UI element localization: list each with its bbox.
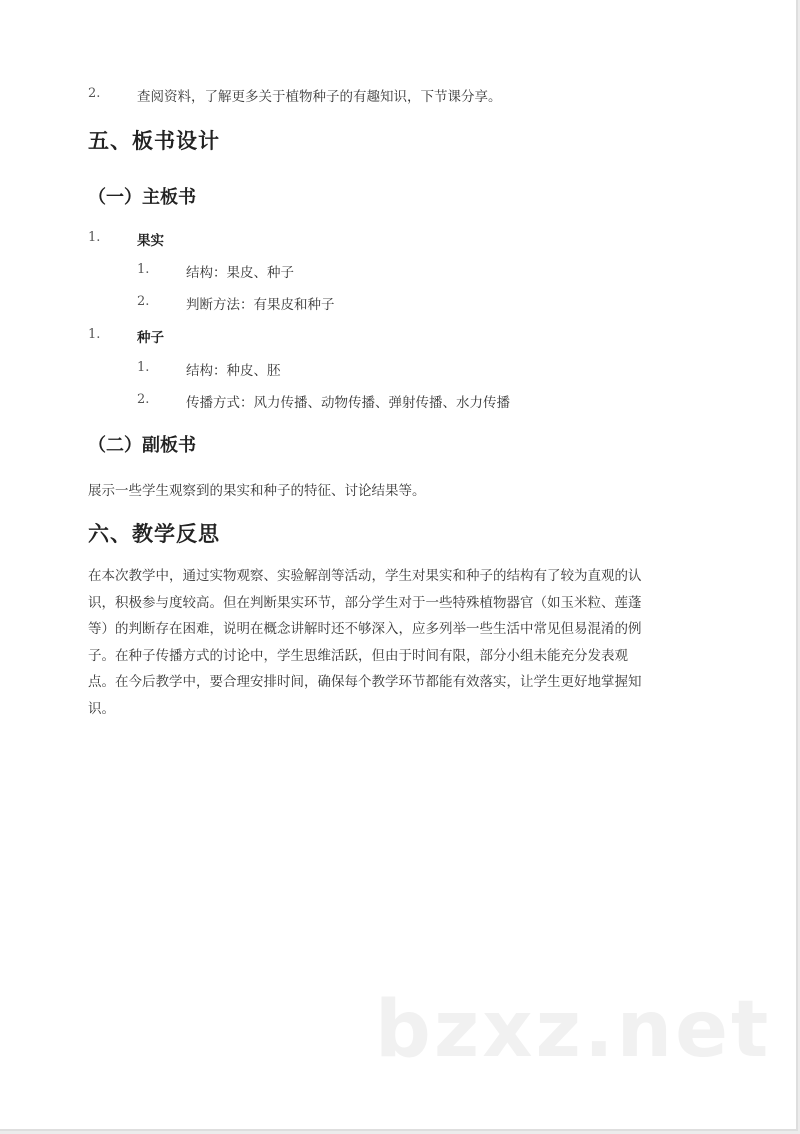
list-item-text: 结构：果皮、种子 [186, 265, 294, 281]
paragraph-line: 识，积极参与度较高。但在判断果实环节，部分学生对于一些特殊植物器官（如玉米粒、莲蓬 [88, 594, 642, 611]
list-item-fruit: 果实 [137, 233, 164, 249]
list-number: 1. [137, 262, 150, 277]
subsection-heading-main-board: （一）主板书 [88, 187, 196, 208]
watermark: bzxz.net [375, 985, 772, 1075]
list-item-text: 传播方式：风力传播、动物传播、弹射传播、水力传播 [186, 395, 510, 411]
list-number: 1. [137, 360, 150, 375]
section-heading-board-design: 五、板书设计 [88, 129, 220, 153]
list-number: 1. [88, 327, 101, 342]
list-number: 2. [88, 86, 101, 101]
paragraph-line: 等）的判断存在困难，说明在概念讲解时还不够深入，应多列举一些生活中常见但易混淆的例 [88, 621, 642, 637]
paragraph-line: 点。在今后教学中，要合理安排时间，确保每个教学环节都能有效落实，让学生更好地掌握知 [88, 674, 642, 690]
reflection-paragraph [88, 563, 708, 722]
paragraph-line: 在本次教学中，通过实物观察、实验解剖等活动，学生对果实和种子的结构有了较为直观的认 [88, 568, 642, 584]
list-item-text: 结构：种皮、胚 [186, 363, 281, 379]
list-number: 2. [137, 392, 150, 407]
list-item-seed: 种子 [137, 330, 164, 346]
list-item-text: 查阅资料，了解更多关于植物种子的有趣知识，下节课分享。 [137, 89, 502, 105]
paragraph-line: 子。在种子传播方式的讨论中，学生思维活跃，但由于时间有限，部分小组未能充分发表观 [88, 647, 628, 664]
list-number: 2. [137, 294, 150, 309]
list-number: 1. [88, 230, 101, 245]
paragraph-line: 识。 [88, 700, 115, 717]
list-item-text: 判断方法：有果皮和种子 [186, 297, 335, 313]
sub-board-text: 展示一些学生观察到的果实和种子的特征、讨论结果等。 [88, 483, 426, 499]
section-heading-teaching-reflection: 六、教学反思 [88, 522, 220, 546]
subsection-heading-sub-board: （二）副板书 [88, 435, 196, 456]
